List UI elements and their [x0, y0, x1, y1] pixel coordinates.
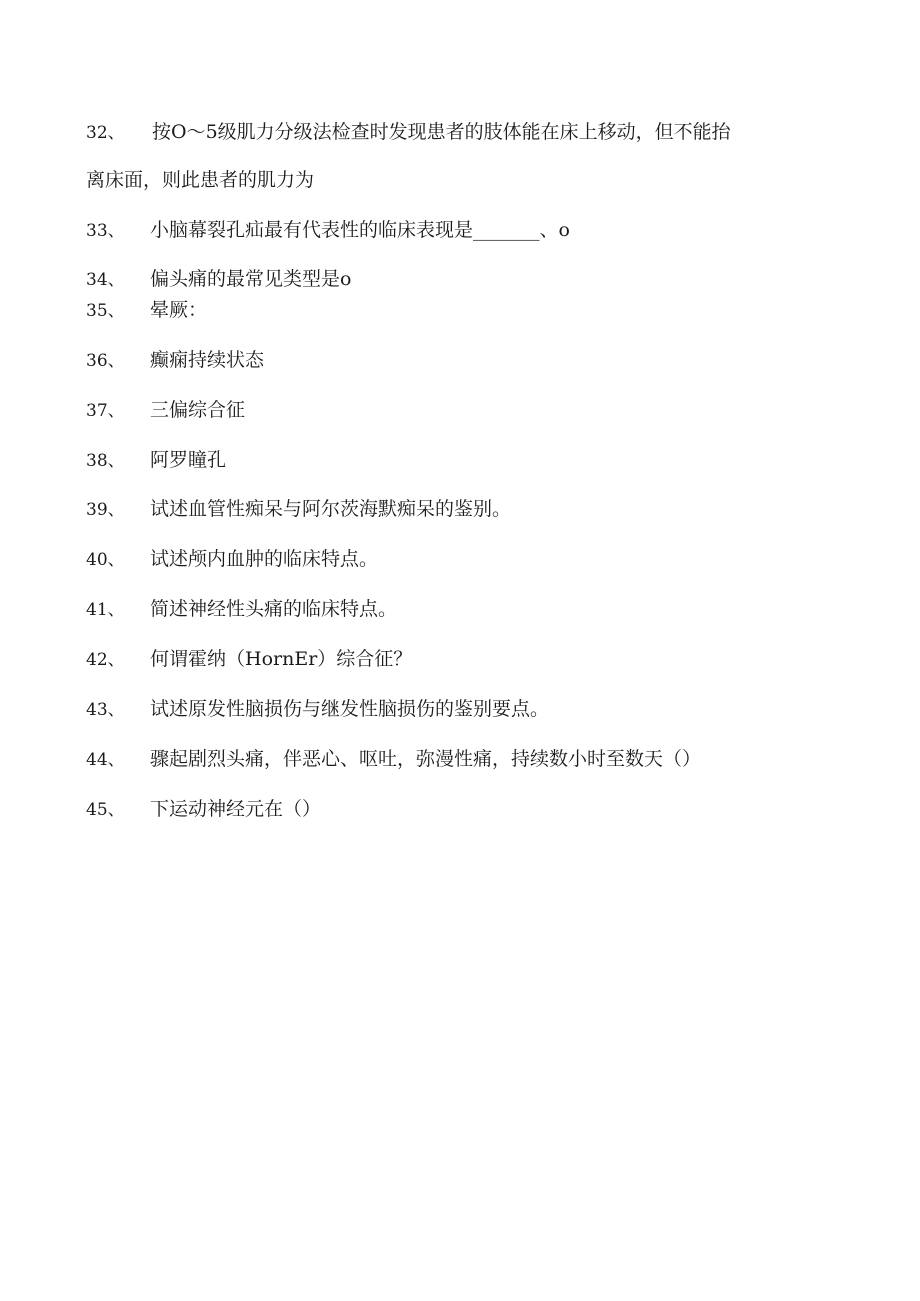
question-text: 阿罗瞳孔 — [150, 449, 227, 471]
question-number: 39、 — [86, 500, 125, 520]
question-text: 何谓霍纳（HornEr）综合征？ — [150, 648, 413, 670]
question-text: 晕厥： — [150, 299, 208, 321]
question-35 — [86, 297, 826, 324]
question-text: 试述颅内血肿的临床特点。 — [150, 548, 379, 570]
question-text: 简述神经性头痛的临床特点。 — [150, 598, 398, 620]
question-text: 癫痫持续状态 — [150, 349, 265, 371]
question-number: 42、 — [86, 650, 125, 670]
question-text: 按O～5级肌力分级法检查时发现患者的肢体能在床上移动，但不能抬 — [152, 121, 731, 143]
question-42 — [86, 646, 826, 673]
question-number: 33、 — [86, 221, 125, 241]
question-text: 试述血管性痴呆与阿尔茨海默痴呆的鉴别。 — [150, 498, 512, 520]
question-37 — [86, 397, 826, 424]
question-33 — [86, 217, 826, 244]
question-34 — [86, 266, 826, 293]
question-text: 试述原发性脑损伤与继发性脑损伤的鉴别要点。 — [150, 698, 550, 720]
question-38 — [86, 447, 826, 474]
question-number: 41、 — [86, 600, 125, 620]
question-number: 43、 — [86, 700, 125, 720]
question-number: 38、 — [86, 451, 125, 471]
question-36 — [86, 347, 826, 374]
question-number: 32、 — [86, 123, 125, 143]
question-32 — [86, 119, 826, 146]
question-text: 骤起剧烈头痛，伴恶心、呕吐，弥漫性痛，持续数小时至数天（） — [150, 748, 702, 770]
question-number: 36、 — [86, 351, 125, 371]
question-text: 三偏综合征 — [150, 399, 246, 421]
question-text: 小脑幕裂孔疝最有代表性的临床表现是_______、o — [150, 219, 570, 241]
question-32-continuation: 离床面，则此患者的肌力为 — [86, 169, 315, 191]
question-text: 偏头痛的最常见类型是o — [150, 268, 352, 290]
question-40 — [86, 546, 826, 573]
question-number: 44、 — [86, 750, 125, 770]
question-43 — [86, 696, 826, 723]
question-text: 下运动神经元在（） — [150, 798, 322, 820]
question-41 — [86, 596, 826, 623]
question-number: 34、 — [86, 270, 125, 290]
question-44 — [86, 746, 826, 773]
question-number: 37、 — [86, 401, 125, 421]
question-39 — [86, 496, 826, 523]
question-number: 45、 — [86, 800, 125, 820]
question-number: 40、 — [86, 550, 125, 570]
question-45 — [86, 796, 826, 823]
question-number: 35、 — [86, 301, 125, 321]
